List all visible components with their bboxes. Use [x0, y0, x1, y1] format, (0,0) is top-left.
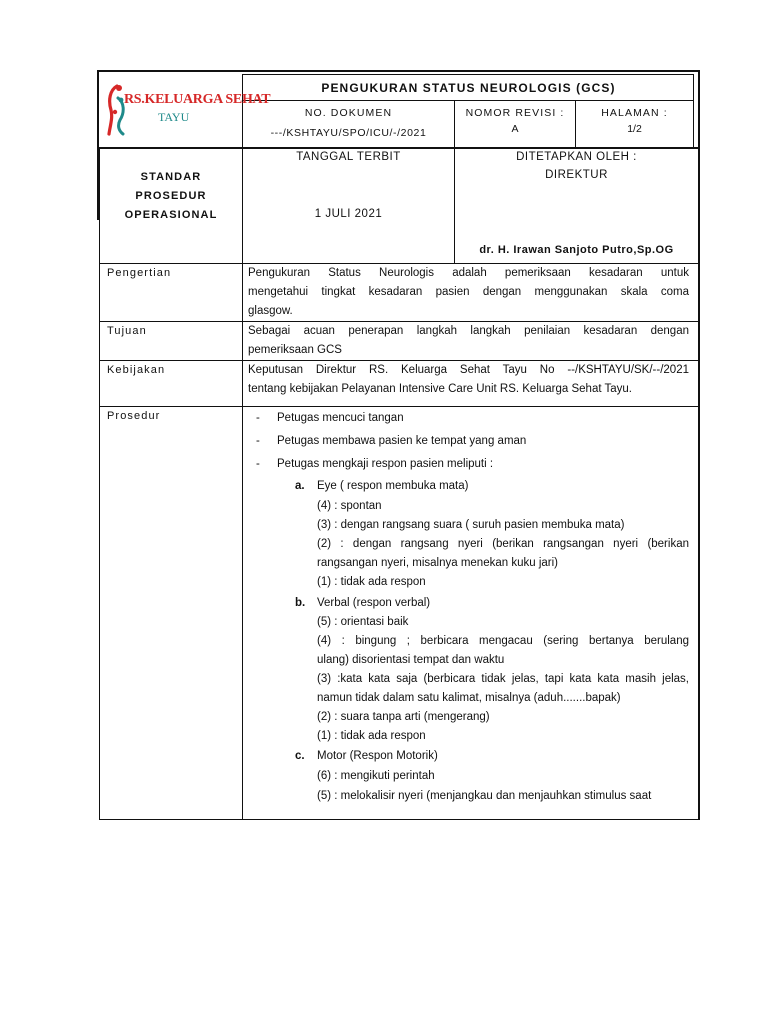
row-divider-tujuan: [99, 360, 699, 361]
prosedur-label: Prosedur: [107, 410, 161, 422]
verbal-score-2: (2) : suara tanpa arti (mengerang): [317, 711, 490, 723]
pengertian-line-3: glasgow.: [248, 305, 293, 317]
tujuan-line-1: Sebagai acuan penerapan langkah langkah penilaian kesadaran dengan: [248, 325, 689, 337]
title-row-bottom: [242, 100, 694, 101]
approved-by-role: DIREKTUR: [545, 169, 608, 181]
approved-by-name: dr. H. Irawan Sanjoto Putro,Sp.OG: [479, 244, 674, 256]
bullet-mark: -: [256, 435, 260, 447]
eye-score-2-cont: rangsangan nyeri, misalnya menekan kuku jari): [317, 557, 558, 569]
verbal-score-1: (1) : tidak ada respon: [317, 730, 426, 742]
kebijakan-label: Kebijakan: [107, 364, 166, 376]
kebijakan-line-1: Keputusan Direktur RS. Keluarga Sehat Tayu No --/KSHTAYU/SK/--/2021: [248, 364, 689, 376]
document-title: PENGUKURAN STATUS NEUROLOGIS (GCS): [321, 81, 616, 95]
verbal-score-4: (4) : bingung ; berbicara mengacau (sering bertanya berulang: [317, 635, 689, 647]
verbal-marker: b.: [295, 597, 306, 609]
bullet-text: Petugas membawa pasien ke tempat yang aman: [277, 435, 527, 447]
family-logo-icon: [106, 82, 128, 136]
eye-score-1: (1) : tidak ada respon: [317, 576, 426, 588]
table-border-bottom: [99, 819, 699, 820]
eye-title: Eye ( respon membuka mata): [317, 480, 469, 492]
issue-date: 1 JULI 2021: [314, 208, 383, 220]
doc-number-label: NO. DOKUMEN: [304, 107, 393, 119]
verbal-score-4-cont: ulang) disorientasi tempat dan waktu: [317, 654, 505, 666]
verbal-score-5: (5) : orientasi baik: [317, 616, 409, 628]
eye-score-2: (2) : dengan rangsang nyeri (berikan rangsangan nyeri (berikan: [317, 538, 689, 550]
bullet-mark: -: [256, 458, 260, 470]
eye-score-4: (4) : spontan: [317, 500, 382, 512]
bullet-mark: -: [256, 412, 260, 424]
pengertian-line-2: mengetahui tingkat kesadaran pasien dengan menggunakan skala coma: [248, 286, 689, 298]
row-divider-pengertian: [99, 321, 699, 322]
revision-value: A: [511, 123, 519, 135]
table-border-right: [698, 70, 700, 820]
revision-label: NOMOR REVISI :: [465, 107, 565, 119]
logo-cell-border: [242, 74, 243, 820]
pengertian-line-1: Pengukuran Status Neurologis adalah pemeriksaan kesadaran untuk: [248, 267, 689, 279]
issue-date-label: TANGGAL TERBIT: [296, 151, 401, 163]
bullet-text: Petugas mengkaji respon pasien meliputi :: [277, 458, 494, 470]
motor-score-6: (6) : mengikuti perintah: [317, 770, 435, 782]
verbal-score-3-cont: namun tidak dalam satu kalimat, misalnya (aduh.......bapak): [317, 692, 621, 704]
doc-number: ---/KSHTAYU/SPO/ICU/-/2021: [270, 127, 427, 139]
pengertian-label: Pengertian: [107, 267, 172, 279]
row-divider-kebijakan: [99, 406, 699, 407]
tujuan-line-2: pemeriksaan GCS: [248, 344, 342, 356]
row-divider-sop: [99, 263, 699, 264]
bullet-text: Petugas mencuci tangan: [277, 412, 404, 424]
table-border-top: [97, 70, 700, 72]
table-border-left-lower: [99, 148, 100, 820]
doc-row-bottom: [99, 147, 699, 149]
table-border-top-inner: [242, 74, 694, 75]
page-value: 1/2: [627, 123, 642, 135]
eye-marker: a.: [295, 480, 305, 492]
hospital-name: RS.KELUARGA SEHAT: [124, 92, 271, 107]
motor-score-5: (5) : melokalisir nyeri (menjangkau dan menjauhkan stimulus saat: [317, 790, 652, 802]
kebijakan-line-2: tentang kebijakan Pelayanan Intensive Care Unit RS. Keluarga Sehat Tayu.: [248, 383, 633, 395]
sop-line-3: OPERASIONAL: [124, 209, 218, 221]
motor-title: Motor (Respon Motorik): [317, 750, 438, 762]
hospital-location: TAYU: [158, 110, 190, 124]
eye-score-3: (3) : dengan rangsang suara ( suruh pasien membuka mata): [317, 519, 625, 531]
verbal-title: Verbal (respon verbal): [317, 597, 431, 609]
tujuan-label: Tujuan: [107, 325, 147, 337]
hospital-logo: [104, 80, 271, 136]
approved-by-label: DITETAPKAN OLEH :: [516, 151, 637, 163]
verbal-score-3: (3) :kata kata saja (berbicara tidak jelas, tapi kata kata masih jelas,: [317, 673, 689, 685]
sop-line-2: PROSEDUR: [135, 190, 207, 202]
page-label: HALAMAN :: [601, 107, 668, 119]
sop-line-1: STANDAR: [140, 171, 202, 183]
motor-marker: c.: [295, 750, 305, 762]
